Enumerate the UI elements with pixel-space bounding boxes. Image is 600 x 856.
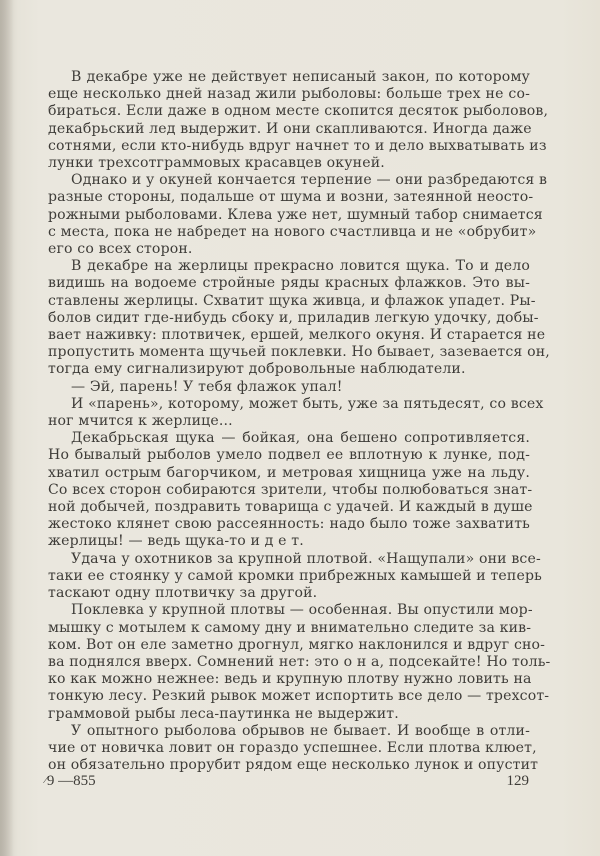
paragraph: [48, 395, 544, 430]
text-line: ставлены жерлицы. Схватит щука живца, и флажок упадет. Ры-: [48, 292, 536, 309]
text-line: его со всех сторон.: [48, 241, 193, 258]
spine-shadow: [0, 0, 14, 856]
text-line: таскают одну плотвичку за другой.: [48, 585, 318, 602]
text-line: — Эй, парень! У тебя флажок упал!: [71, 378, 343, 395]
text-line: Со всех сторон собираются зрители, чтобы полюбоваться знат-: [48, 481, 533, 498]
text-line: пропустить момента щучьей поклевки. Но бывает, зазевается он,: [48, 344, 550, 361]
paragraph: [48, 379, 530, 396]
text-line: В декабре уже не действует неписаный закон, по которому: [71, 69, 530, 85]
text-line: В декабре на жерлицы прекрасно ловится щука. То и дело: [71, 258, 530, 275]
text-line: Поклевка у крупной плотвы — особенная. Вы опустили мор-: [71, 602, 533, 619]
text-line: ко как можно нежнее: ведь и крупную плотву нужно ловить на: [48, 671, 532, 688]
paragraph: [48, 258, 550, 378]
paragraph: [48, 602, 551, 722]
text-line: лунки трехсотграммовых красавцев окуней.: [48, 155, 385, 172]
paragraph: [48, 69, 549, 172]
text-line: жерлицы! — ведь щука-то и д е т.: [48, 533, 304, 550]
paragraph: [48, 430, 533, 550]
body-text: [48, 69, 551, 774]
text-line: бираться. Если даже в одном месте скопится десяток рыболовов,: [48, 103, 549, 120]
paragraph: [48, 172, 548, 258]
text-line: жестоко клянет свою рассеянность: надо было тоже захватить: [48, 516, 530, 533]
text-line: болов сидит где-нибудь сбоку и, приладив легкую удочку, добы-: [48, 309, 539, 326]
text-line: ком. Вот он еле заметно дрогнул, мягко наклонился и вдруг сно-: [48, 636, 546, 653]
printer-signature: [45, 773, 96, 790]
text-line: декабрьский лед выдержит. И они скапливаются. Иногда даже: [48, 120, 532, 137]
paragraph: [48, 550, 542, 603]
page-number: 129: [506, 773, 529, 789]
text-line: У опытного рыболова обрывов не бывает. И вообще в отли-: [71, 722, 530, 739]
text-line: Однако и у окуней кончается терпение — они разбредаются в: [71, 172, 548, 189]
text-line: сотнями, если кто-нибудь вдруг начнет то и дело выхватывать из: [48, 137, 547, 154]
text-line: И «парень», которому, может быть, уже за пятьдесят, со всех: [71, 395, 544, 412]
text-line: Декабрьская щука — бойкая, она бешено сопротивляется.: [71, 430, 530, 447]
text-line: видишь на водоеме стройные ряды красных флажков. Это вы-: [48, 275, 530, 292]
text-line: он обязательно прорубит рядом еще несколько лунок и опустит: [48, 757, 539, 774]
text-line: с места, пока не набредет на нового счастливца и не «обрубит»: [48, 223, 537, 240]
text-line: хватил острым багорчиком, и метровая хищница уже на льду.: [48, 464, 530, 481]
text-line: таки ее стоянку у самой кромки прибрежных камышей и теперь: [48, 567, 542, 584]
text-line: еще несколько дней назад жили рыболовы: больше трех не со-: [48, 86, 530, 103]
text-line: тонкую лесу. Резкий рывок может испортить все дело — трехсот-: [48, 688, 550, 705]
paragraph: [48, 722, 539, 775]
signature-mark: ⁄: [45, 774, 47, 786]
text-line: ног мчится к жерлице...: [48, 413, 233, 430]
text-line: вает наживку: плотвичек, ершей, мелкого окуня. И старается не: [48, 327, 546, 344]
text-line: ва поднялся вверх. Сомнений нет: это о н а, подсекайте! Но толь-: [48, 653, 551, 670]
text-line: Удача у охотников за крупной плотвой. «Нащупали» они все-: [71, 550, 541, 567]
text-line: мышку с мотылем к самому дну и внимательно следите за кив-: [48, 619, 532, 636]
text-line: чие от новичка ловит он гораздо успешнее. Если плотва клюет,: [48, 739, 537, 756]
text-line: разные стороны, подальше от шума и возни, затеянной неосто-: [48, 189, 534, 206]
text-line: тогда ему сигнализируют добровольные наблюдатели.: [48, 361, 466, 378]
text-line: ной добычей, поздравить товарища с удачей. И каждый в душе: [48, 499, 533, 516]
signature-text: 9 —855: [46, 773, 96, 789]
text-line: рожными рыболовами. Клева уже нет, шумный табор снимается: [48, 206, 543, 223]
text-line: Но бывалый рыболов умело подвел ее вплотную к лунке, под-: [48, 447, 530, 464]
text-line: граммовой рыбы леса-паутинка не выдержит.: [48, 705, 399, 722]
